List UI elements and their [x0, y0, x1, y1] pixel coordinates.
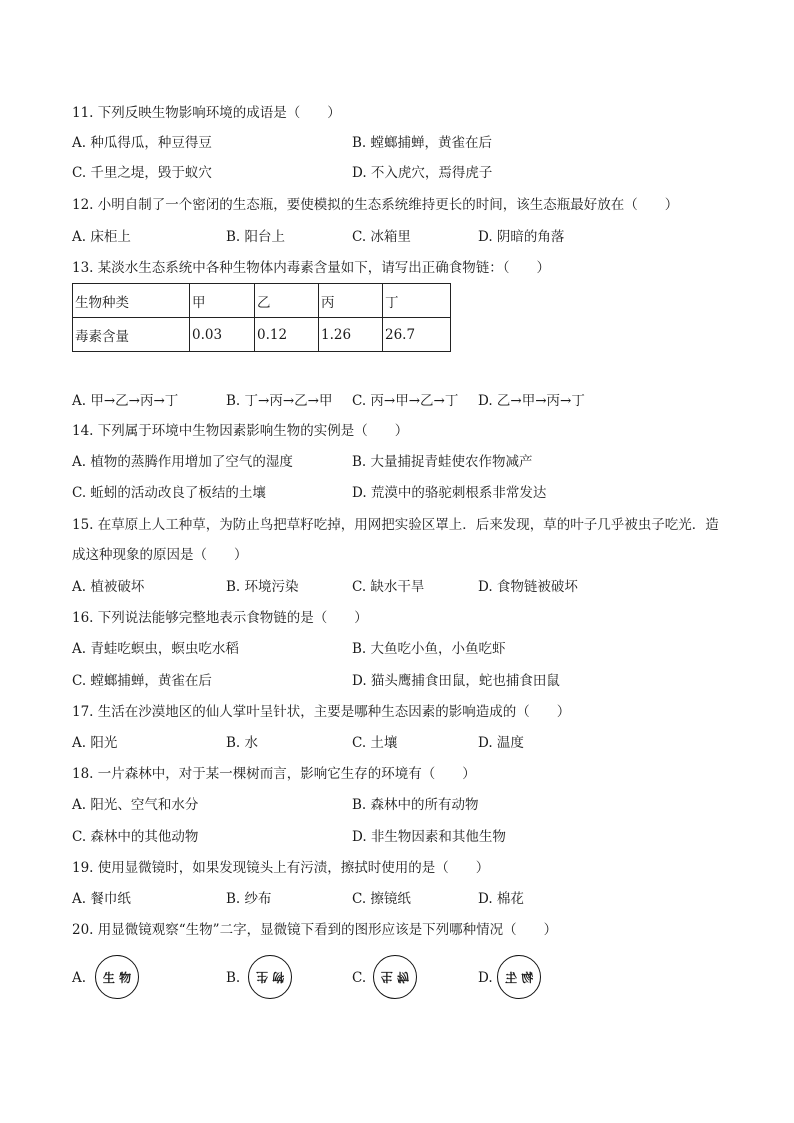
q12-option-b: B. 阳台上 — [226, 229, 286, 245]
q13-option-a: A. 甲→乙→丙→丁 — [72, 393, 179, 409]
table-cell: 1.26 — [319, 318, 383, 352]
q18-option-a: A. 阳光、空气和水分 — [72, 797, 199, 813]
q15-stem-continued: 成这种现象的原因是（ ） — [72, 547, 248, 563]
q20-option-b-text: 物 生 — [255, 969, 285, 984]
q20-option-b-image — [248, 955, 292, 999]
q15-stem: 15. 在草原上人工种草，为防止鸟把草籽吃掉，用网把实验区罩上．后来发现，草的叶子几乎被虫子吃光．造 — [72, 517, 719, 533]
q11-option-b: B. 螳螂捕蝉，黄雀在后 — [352, 135, 493, 151]
table-cell: 0.12 — [255, 318, 319, 352]
q18-option-b: B. 森林中的所有动物 — [352, 797, 479, 813]
q20-option-a-image — [95, 955, 139, 999]
table-row — [73, 318, 451, 352]
q20-stem: 20. 用显微镜观察“生物”二字，显微镜下看到的图形应该是下列哪种情况（ ） — [72, 922, 558, 938]
q14-option-c: C. 蚯蚓的活动改良了板结的土壤 — [72, 485, 266, 501]
q19-option-c: C. 擦镜纸 — [352, 891, 411, 907]
q18-option-c: C. 森林中的其他动物 — [72, 829, 199, 845]
q11-option-a: A. 种瓜得瓜，种豆得豆 — [72, 135, 212, 151]
q16-option-d: D. 猫头鹰捕食田鼠，蛇也捕食田鼠 — [352, 673, 560, 689]
table-row — [73, 284, 451, 318]
q14-option-d: D. 荒漠中的骆驼刺根系非常发达 — [352, 485, 547, 501]
q11-option-c: C. 千里之堤，毁于蚁穴 — [72, 165, 212, 181]
q17-option-b: B. 水 — [226, 735, 259, 751]
table-cell: 乙 — [255, 284, 319, 318]
toxin-table — [72, 283, 451, 352]
q17-stem: 17. 生活在沙漠地区的仙人掌叶呈针状，主要是哪种生态因素的影响造成的（ ） — [72, 704, 571, 720]
table-cell: 毒素含量 — [73, 318, 190, 352]
table-cell: 生物种类 — [73, 284, 190, 318]
q14-option-a: A. 植物的蒸腾作用增加了空气的湿度 — [72, 454, 293, 470]
q13-option-c: C. 丙→甲→乙→丁 — [352, 393, 459, 409]
q20-option-c-image — [373, 955, 417, 999]
q20-option-d-label: D. — [478, 970, 493, 986]
q17-option-a: A. 阳光 — [72, 735, 118, 751]
q20-option-b-label: B. — [226, 970, 241, 986]
q19-option-d: D. 棉花 — [478, 891, 524, 907]
q16-option-b: B. 大鱼吃小鱼，小鱼吃虾 — [352, 641, 506, 657]
q18-stem: 18. 一片森林中，对于某一棵树而言，影响它生存的环境有（ ） — [72, 766, 476, 782]
q20-option-c-label: C. — [352, 970, 367, 986]
q11-option-d: D. 不入虎穴，焉得虎子 — [352, 165, 493, 181]
q12-option-a: A. 床柜上 — [72, 229, 131, 245]
table-cell: 26.7 — [383, 318, 451, 352]
q20-option-d-image — [497, 955, 541, 999]
q20-option-c-text: 生 物 — [380, 969, 410, 984]
q17-option-c: C. 土壤 — [352, 735, 398, 751]
q13-option-b: B. 丁→丙→乙→甲 — [226, 393, 333, 409]
table-cell: 0.03 — [190, 318, 255, 352]
q15-option-c: C. 缺水干旱 — [352, 579, 425, 595]
table-cell: 甲 — [190, 284, 255, 318]
q12-option-c: C. 冰箱里 — [352, 229, 411, 245]
q14-option-b: B. 大量捕捉青蛙使农作物减产 — [352, 454, 533, 470]
q14-stem: 14. 下列属于环境中生物因素影响生物的实例是（ ） — [72, 423, 409, 439]
q20-option-d-text: 物 生 — [504, 970, 534, 985]
q19-option-a: A. 餐巾纸 — [72, 891, 131, 907]
q19-stem: 19. 使用显微镜时，如果发现镜头上有污渍，擦拭时使用的是（ ） — [72, 860, 490, 876]
q20-option-a-text: 生 物 — [102, 970, 132, 985]
q19-option-b: B. 纱布 — [226, 891, 272, 907]
q16-option-a: A. 青蛙吃螟虫，螟虫吃水稻 — [72, 641, 239, 657]
q18-option-d: D. 非生物因素和其他生物 — [352, 829, 506, 845]
table-cell: 丁 — [383, 284, 451, 318]
q13-option-d: D. 乙→甲→丙→丁 — [478, 393, 585, 409]
q16-stem: 16. 下列说法能够完整地表示食物链的是（ ） — [72, 610, 368, 626]
q17-option-d: D. 温度 — [478, 735, 524, 751]
q20-option-a-label: A. — [72, 970, 87, 986]
q15-option-a: A. 植被破坏 — [72, 579, 145, 595]
table-cell: 丙 — [319, 284, 383, 318]
q15-option-d: D. 食物链被破坏 — [478, 579, 578, 595]
q11-stem: 11. 下列反映生物影响环境的成语是（ ） — [72, 105, 341, 121]
q15-option-b: B. 环境污染 — [226, 579, 299, 595]
q12-option-d: D. 阴暗的角落 — [478, 229, 565, 245]
q13-stem: 13. 某淡水生态系统中各种生物体内毒素含量如下，请写出正确食物链：（ ） — [72, 260, 551, 276]
q16-option-c: C. 螳螂捕蝉，黄雀在后 — [72, 673, 212, 689]
q12-stem: 12. 小明自制了一个密闭的生态瓶，要使模拟的生态系统维持更长的时间，该生态瓶最好放在（ ） — [72, 197, 679, 213]
